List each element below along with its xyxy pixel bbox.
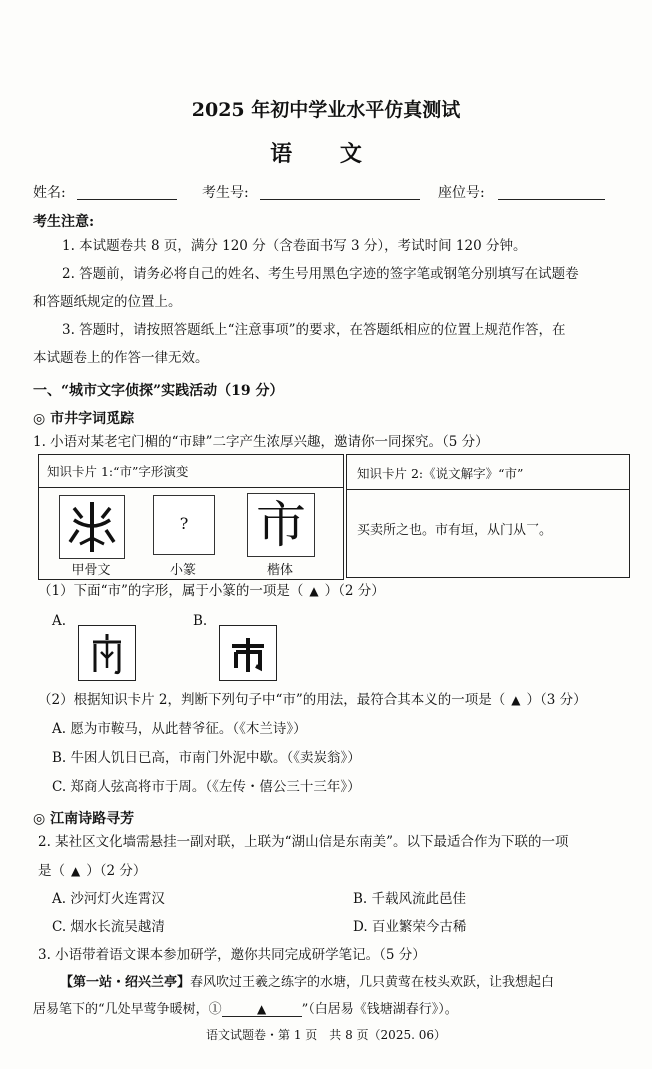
question-3-blank-line [33,1003,458,1017]
answer-blank[interactable] [222,1003,302,1017]
q1-2-option[interactable]: C. 郑商人弦高将市于周。（《左传・僖公三十三年》） [52,779,361,795]
q2-option[interactable]: D. 百业繁荣今古稀 [353,919,467,935]
passage-text: 春风吹过王羲之练字的水塘，几只黄莺在枝头欢跃，让我想起白 [190,975,555,990]
answer-mark: ▲ [71,864,81,878]
subsection-heading: ◎ 江南诗路寻芳 [33,811,135,827]
notice-item: 1. 本试题卷共 8 页，满分 120 分（含卷面书写 3 分），考试时间 120 分钟。 [62,238,527,254]
seat-field[interactable] [498,199,605,200]
notice-heading: 考生注意: [33,214,95,230]
q2-option[interactable]: A. 沙河灯火连霄汉 [52,891,165,907]
oracle-bone-glyph [59,495,125,559]
question-1-2 [38,694,587,708]
exam-no-field[interactable] [260,199,420,200]
glyph-label: 楷体 [266,563,293,578]
notice-item: 本试题卷上的作答一律无效。 [33,350,209,366]
small-seal-glyph-placeholder [153,495,215,555]
candidate-fields [33,182,623,202]
notice-item: 2. 答题前，请务必将自己的姓名、考生号用黑色字迹的签字笔或钢笔分别填写在试题卷 [62,266,579,282]
subsection-heading: ◎ 市井字词觅踪 [33,411,135,427]
glyph-label: 小篆 [169,563,196,578]
q2-option[interactable]: B. 千载风流此邑佳 [353,891,467,907]
card-divider [347,489,629,490]
question-mark: ? [179,514,189,533]
question-2-cont [38,865,146,879]
question-text: 是（ [38,863,65,879]
answer-mark: ▲ [309,584,319,598]
name-field[interactable] [77,199,177,200]
subject-title: 语 文 [270,141,382,167]
knowledge-card-1 [38,454,344,580]
question-3-text [60,976,554,989]
notice-item: 3. 答题时，请按照答题纸上“注意事项”的要求，在答题纸相应的位置上规范作答，在 [62,322,566,338]
question-text: （1）下面“市”的字形，属于小篆的一项是（ [38,583,304,599]
card-1-title: 知识卡片 1:“市”字形演变 [47,464,189,479]
exam-title: 2025 年初中学业水平仿真测试 [191,99,461,121]
name-label: 姓名: [33,185,66,201]
question-1-1 [38,585,385,599]
q1-2-option[interactable]: B. 牛困人饥日已高，市南门外泥中歇。（《卖炭翁》） [52,750,361,766]
kaiti-char: 市 [256,496,306,554]
question-score: ）（2 分） [86,863,147,879]
option-a-glyph[interactable] [78,625,136,681]
option-b-label: B. [193,613,208,629]
notice-item: 和答题纸规定的位置上。 [33,294,182,310]
answer-mark: ▲ [511,693,521,707]
page-footer: 语文试题卷・第 1 页 共 8 页（2025. 06） [206,1028,446,1042]
section-heading: 一、“城市文字侦探”实践活动（19 分） [33,383,284,399]
card-divider [39,487,343,488]
option-a-label: A. [52,613,67,629]
option-b-glyph[interactable] [219,625,277,681]
question-score: ）（3 分） [526,692,587,708]
answer-mark: ▲ [257,1002,267,1016]
stop-label: 【第一站・绍兴兰亭】 [60,975,191,990]
seat-label: 座位号: [438,185,485,201]
question-text: （2）根据知识卡片 2，判断下列句子中“市”的用法，最符合其本义的一项是（ [38,692,506,708]
knowledge-card-2 [346,454,630,578]
q1-2-option[interactable]: A. 愿为市鞍马，从此替爷征。（《木兰诗》） [52,721,307,737]
question-score: ）（2 分） [324,583,385,599]
passage-text: 居易笔下的“几处早莺争暖树，① [33,1002,222,1017]
card-2-body: 买卖所之也。市有垣，从门从乛。 [357,523,553,538]
question-3: 3. 小语带着语文课本参加研学，邀你共同完成研学笔记。（5 分） [38,947,426,963]
question-2: 2. 某社区文化墙需悬挂一副对联，上联为“湖山信是东南美”。以下最适合作为下联的一项 [38,834,569,850]
exam-no-label: 考生号: [202,185,249,201]
question-1: 1. 小语对某老宅门楣的“市肆”二字产生浓厚兴趣，邀请你一同探究。（5 分） [33,434,489,450]
card-2-title: 知识卡片 2:《说文解字》“市” [357,466,524,481]
q2-option[interactable]: C. 烟水长流吴越清 [52,919,165,935]
glyph-label: 甲骨文 [71,563,111,578]
kaiti-glyph [247,493,315,557]
passage-text: ”（白居易《钱塘湖春行》）。 [301,1002,458,1017]
